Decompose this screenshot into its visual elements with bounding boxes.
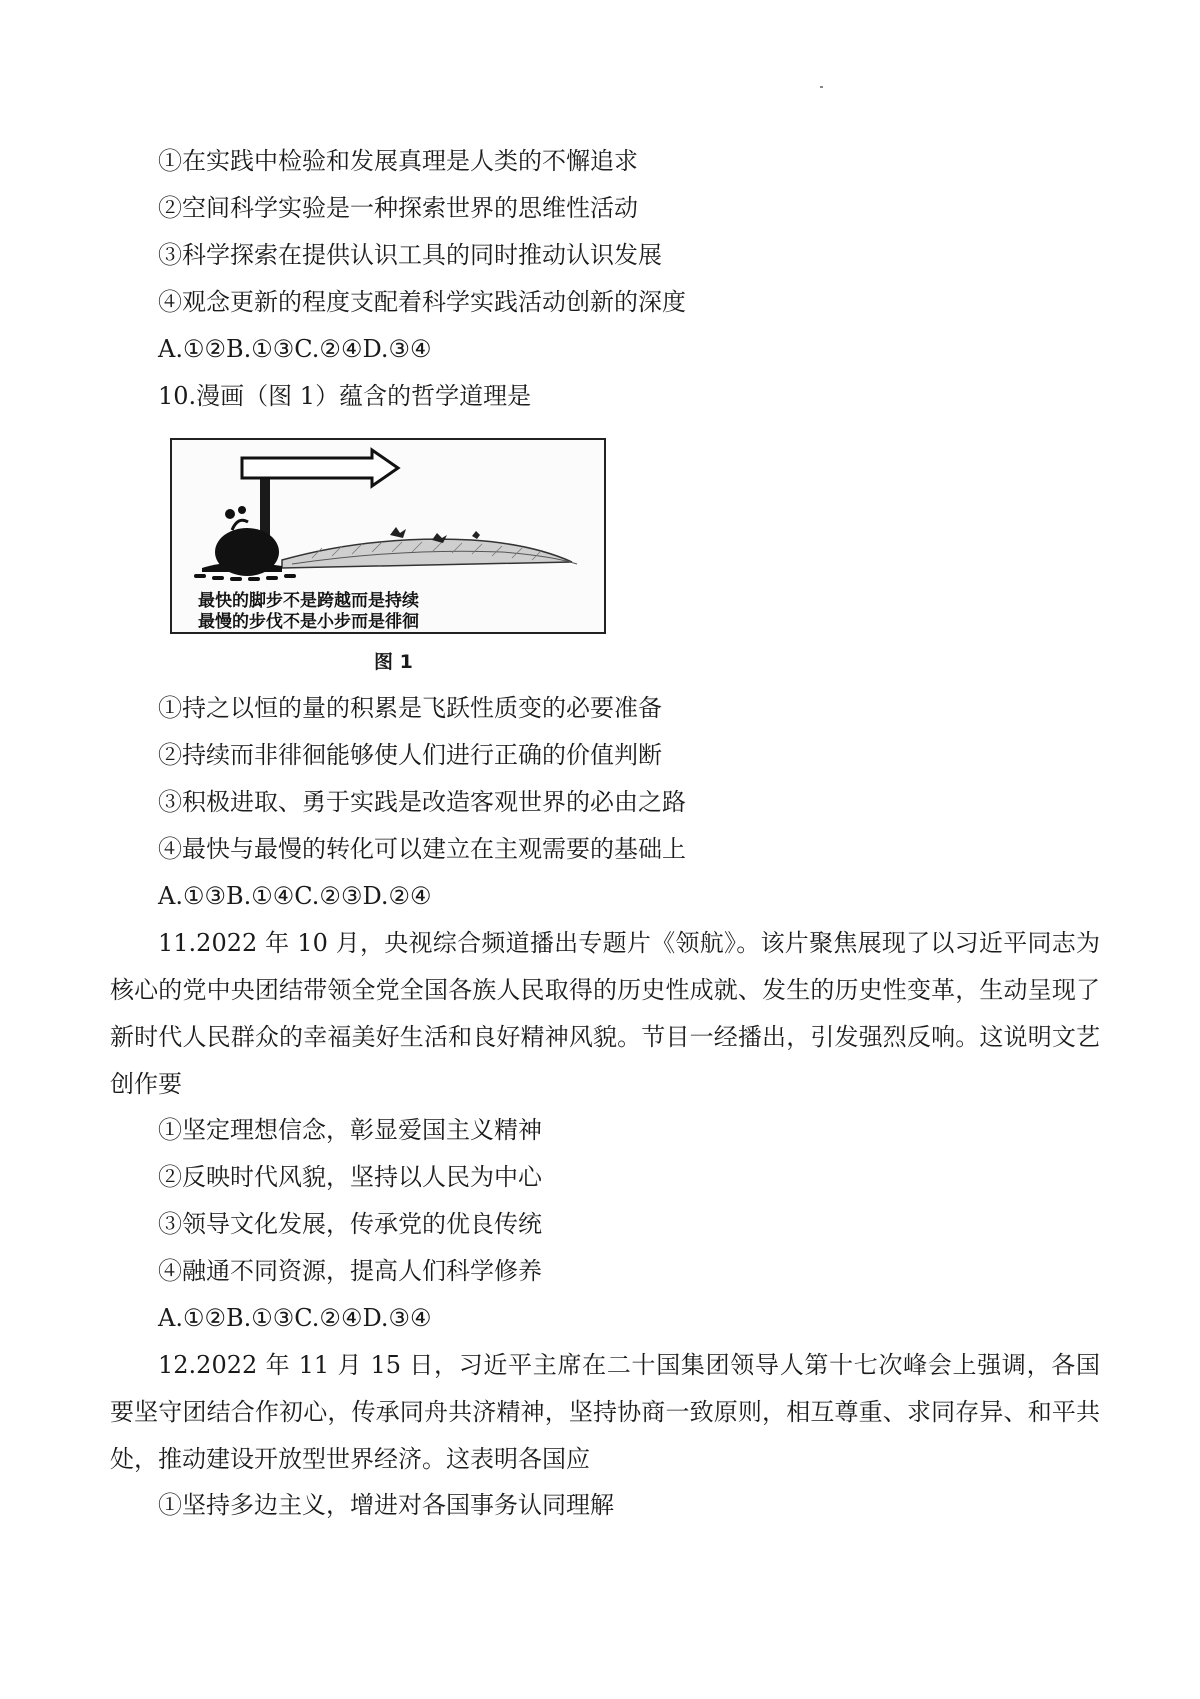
q10-answer-choices: A.①③B.①④C.②③D.②④ bbox=[158, 882, 432, 910]
q9-option-4: ④观念更新的程度支配着科学实践活动创新的深度 bbox=[158, 288, 686, 316]
q9-answer-choices: A.①②B.①③C.②④D.③④ bbox=[158, 335, 432, 363]
q11-option-1: ①坚定理想信念，彰显爱国主义精神 bbox=[158, 1116, 542, 1144]
cartoon-caption-line-2: 最慢的步伐不是小步而是徘徊 bbox=[198, 612, 419, 632]
q12-option-1: ①坚持多边主义，增进对各国事务认同理解 bbox=[158, 1491, 614, 1519]
scan-speck bbox=[820, 86, 823, 88]
q11-answer-choices: A.①②B.①③C.②④D.③④ bbox=[158, 1304, 432, 1332]
q10-option-3: ③积极进取、勇于实践是改造客观世界的必由之路 bbox=[158, 788, 686, 816]
q11-option-4: ④融通不同资源，提高人们科学修养 bbox=[158, 1257, 542, 1285]
q11-stem: 11.2022 年 10 月，央视综合频道播出专题片《领航》。该片聚焦展现了以习近平同志为核心的党中央团结带领全党全国各族人民取得的历史性成就、发生的历史性变革，生动呈现了新时代人民群众的幸福美好生活和良好精神风貌。节目一经播出，引发强烈反响。这说明文艺创作要 bbox=[110, 929, 1100, 1098]
q11-option-3: ③领导文化发展，传承党的优良传统 bbox=[158, 1210, 542, 1238]
cartoon-caption-line-1: 最快的脚步不是跨越而是持续 bbox=[198, 591, 419, 611]
q9-option-3: ③科学探索在提供认识工具的同时推动认识发展 bbox=[158, 241, 662, 269]
q10-option-4: ④最快与最慢的转化可以建立在主观需要的基础上 bbox=[158, 835, 686, 863]
q10-option-2: ②持续而非徘徊能够使人们进行正确的价值判断 bbox=[158, 741, 662, 769]
q12-stem: 12.2022 年 11 月 15 日，习近平主席在二十国集团领导人第十七次峰会上强调，各国要坚守团结合作初心，传承同舟共济精神，坚持协商一致原则，相互尊重、求同存异、和平共处，推动建设开放型世界经济。这表明各国应 bbox=[110, 1351, 1100, 1473]
q11-option-2: ②反映时代风貌，坚持以人民为中心 bbox=[158, 1163, 542, 1191]
q9-option-2: ②空间科学实验是一种探索世界的思维性活动 bbox=[158, 194, 638, 222]
cartoon-figure bbox=[170, 438, 606, 634]
q9-option-1: ①在实践中检验和发展真理是人类的不懈追求 bbox=[158, 147, 638, 175]
q10-stem: 10.漫画（图 1）蕴含的哲学道理是 bbox=[158, 382, 532, 410]
q10-option-1: ①持之以恒的量的积累是飞跃性质变的必要准备 bbox=[158, 694, 662, 722]
figure-label: 图 1 bbox=[374, 651, 413, 673]
